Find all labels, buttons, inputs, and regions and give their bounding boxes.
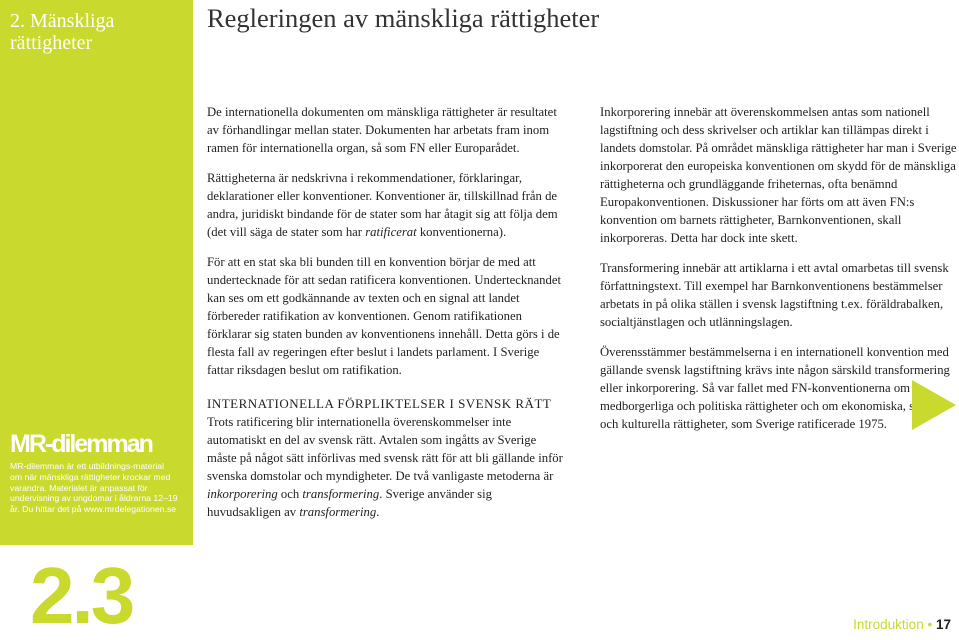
brand-logo: MR-dilemman bbox=[10, 430, 152, 458]
section-heading: INTERNATIONELLA FÖRPLIKTELSER I SVENSK RÄTT bbox=[207, 396, 552, 411]
chapter-title: 2. Mänskliga rättigheter bbox=[10, 10, 115, 54]
paragraph-text: Rättigheterna är nedskrivna i rekommendationer, förklaringar, deklarationer eller konventioner. Konventioner är, tillskillnad från de andra, juridiskt bindande för de stater som har åtagit sig att följa dem (det vill säga de stater som har bbox=[207, 171, 558, 239]
text-column-left bbox=[207, 103, 567, 533]
brand-description: MR-dilemman är ett utbildnings-material om när mänskliga rättigheter krockar med varandra. Materialet är anpassat för undervisning av ungdomar i åldrarna 12–19 år. Du hittar det på www.mrdelegationen.se bbox=[10, 461, 178, 515]
page-title: Regleringen av mänskliga rättigheter bbox=[207, 3, 600, 33]
sidebar bbox=[0, 0, 193, 545]
footer-separator: • bbox=[927, 617, 933, 632]
paragraph-text: Trots ratificering blir internationella överenskommelser inte automatiskt en del av svensk rätt. Avtalen som ingåtts av Sverige måste på något sätt införlivas med svensk rätt för att bli gällande inför svenska domstolar och myndigheter. De två vanligaste metoderna är bbox=[207, 415, 563, 483]
page-number: 17 bbox=[935, 617, 951, 632]
footer-section: Introduktion bbox=[853, 617, 924, 632]
paragraph-text: . bbox=[376, 505, 380, 519]
text-column-right bbox=[600, 103, 958, 445]
paragraph: Inkorporering innebär att överenskommelsen antas som nationell lagstiftning och dess skrivelser och artiklar kan tillämpas direkt i landets domstolar. På området mänskliga rättigheter har man i Sverige inkorporerat den europeiska konventionen om skydd för de mänskliga rättigheterna och grundläggande friheternas, ofta benämnd Europakonventionen. Diskussioner har förts om att även FN:s konvention om barnets rättigheter, Barnkonventionen, skall inkorporeras. Detta har dock inte skett. bbox=[600, 105, 957, 245]
paragraph-text: konventionerna). bbox=[419, 225, 507, 239]
section-number: 2.3 bbox=[30, 551, 133, 640]
paragraph-text: och bbox=[280, 487, 300, 501]
paragraph: För att en stat ska bli bunden till en konvention börjar de med att undertecknade för att sedan ratificera konventionen. Undertecknandet kan ses om ett godkännande av texten och en signal att landet förbereder ratifikation av konventionen. Genom ratifikationen förklarar sig staten bunden av konventionens innehåll. Detta görs i de flesta fall av regeringen efter beslut i landets parlament. I Sverige fattar riksdagen beslut om ratifikation. bbox=[207, 255, 562, 377]
italic-term: ratificerat bbox=[365, 225, 417, 239]
italic-term: transformering bbox=[302, 487, 380, 501]
paragraph bbox=[207, 169, 567, 241]
play-arrow-icon bbox=[912, 380, 956, 430]
paragraph bbox=[207, 413, 567, 521]
paragraph: Transformering innebär att artiklarna i ett avtal omarbetas till svensk författningstext. Till exempel har Barnkonventionens bestämmelser arbetats in på olika ställen i svensk lagstiftning t.ex. föräldrabalken, socialtjänstlagen och utlänningslagen. bbox=[600, 261, 949, 329]
page-footer bbox=[853, 617, 951, 632]
paragraph-text: . Sverige använder sig huvudsakligen av bbox=[207, 487, 492, 519]
paragraph: Överensstämmer bestämmelserna i en internationell konvention med gällande svensk lagstiftning krävs inte någon särskild transformering eller inkorporering. Så var fallet med FN-konventionerna om medborgerliga och politiska rättigheter och om ekonomiska, sociala och kulturella rättigheter, som Sverige ratificerade 1975. bbox=[600, 345, 950, 431]
paragraph: De internationella dokumenten om mänskliga rättigheter är resultatet av förhandlingar mellan stater. Dokumenten har arbetats fram inom ramen för internationella organ, så som FN eller Europarådet. bbox=[207, 105, 557, 155]
italic-term: transformering bbox=[299, 505, 377, 519]
italic-term: inkorporering bbox=[207, 487, 278, 501]
